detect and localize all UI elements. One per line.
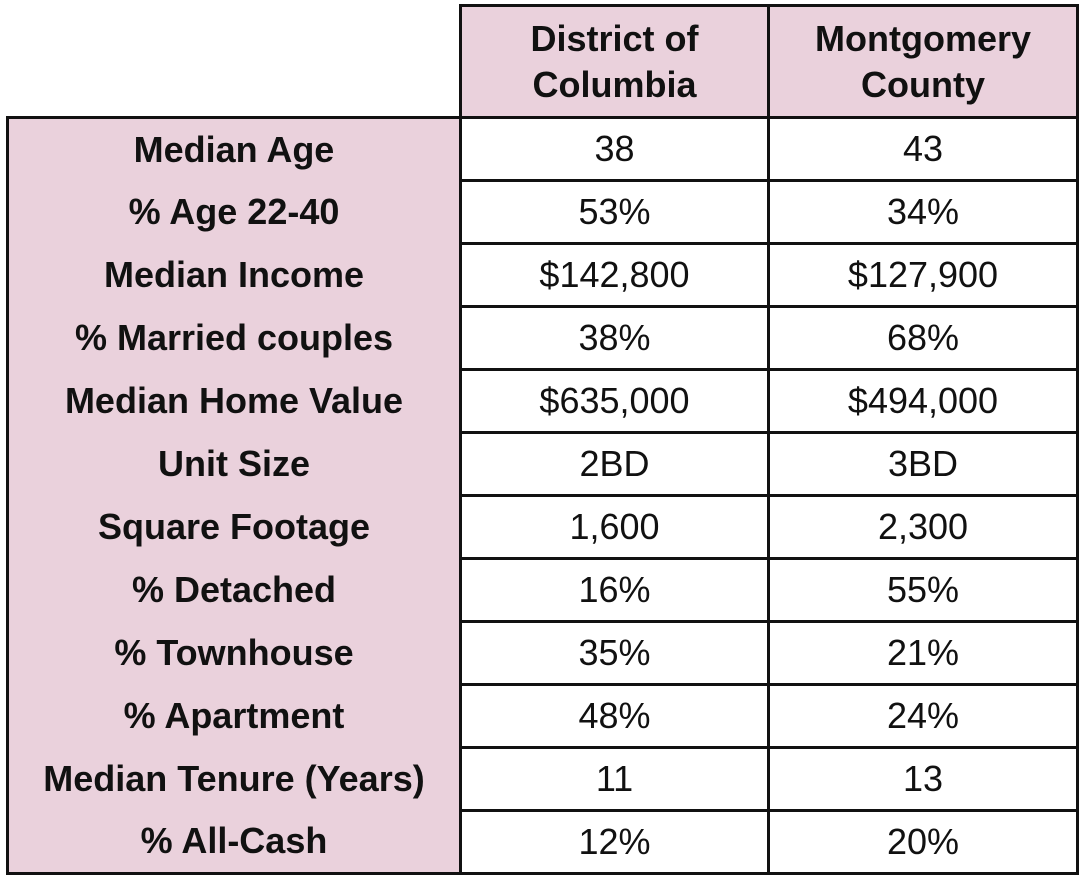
corner-cell [8,6,461,118]
column-header-dc [461,6,769,118]
row-label: % Townhouse [8,622,461,685]
cell-dc: 11 [461,748,769,811]
column-header-line: Montgomery [815,17,1031,59]
table-row [8,118,1078,181]
cell-montgomery: 3BD [769,433,1078,496]
row-label: % All-Cash [8,811,461,874]
row-label: Square Footage [8,496,461,559]
cell-dc: 35% [461,622,769,685]
cell-dc: 38% [461,307,769,370]
table-row [8,433,1078,496]
table-row [8,748,1078,811]
cell-montgomery: 55% [769,559,1078,622]
row-label: % Age 22-40 [8,181,461,244]
column-header-line: County [861,63,985,105]
cell-montgomery: 21% [769,622,1078,685]
table-row [8,685,1078,748]
row-label: % Married couples [8,307,461,370]
row-label: Median Income [8,244,461,307]
comparison-table [6,4,1079,875]
cell-dc: 16% [461,559,769,622]
table-row [8,244,1078,307]
cell-dc: 38 [461,118,769,181]
cell-montgomery: $494,000 [769,370,1078,433]
table-row [8,496,1078,559]
table-row [8,622,1078,685]
column-header-line: District of [530,17,699,59]
cell-dc: $635,000 [461,370,769,433]
table-row [8,181,1078,244]
cell-montgomery: 68% [769,307,1078,370]
cell-dc: 48% [461,685,769,748]
column-header-line: Columbia [532,63,697,105]
cell-dc: 1,600 [461,496,769,559]
cell-dc: 2BD [461,433,769,496]
cell-montgomery: 2,300 [769,496,1078,559]
row-label: Median Tenure (Years) [8,748,461,811]
cell-montgomery: 24% [769,685,1078,748]
cell-montgomery: 43 [769,118,1078,181]
cell-dc: 12% [461,811,769,874]
header-row [8,6,1078,118]
row-label: Median Age [8,118,461,181]
column-header-montgomery [769,6,1078,118]
cell-montgomery: 20% [769,811,1078,874]
row-label: Unit Size [8,433,461,496]
cell-montgomery: $127,900 [769,244,1078,307]
row-label: % Detached [8,559,461,622]
row-label: Median Home Value [8,370,461,433]
table-row [8,811,1078,874]
cell-dc: $142,800 [461,244,769,307]
cell-montgomery: 34% [769,181,1078,244]
table-row [8,307,1078,370]
cell-montgomery: 13 [769,748,1078,811]
table-row [8,559,1078,622]
table-row [8,370,1078,433]
cell-dc: 53% [461,181,769,244]
row-label: % Apartment [8,685,461,748]
